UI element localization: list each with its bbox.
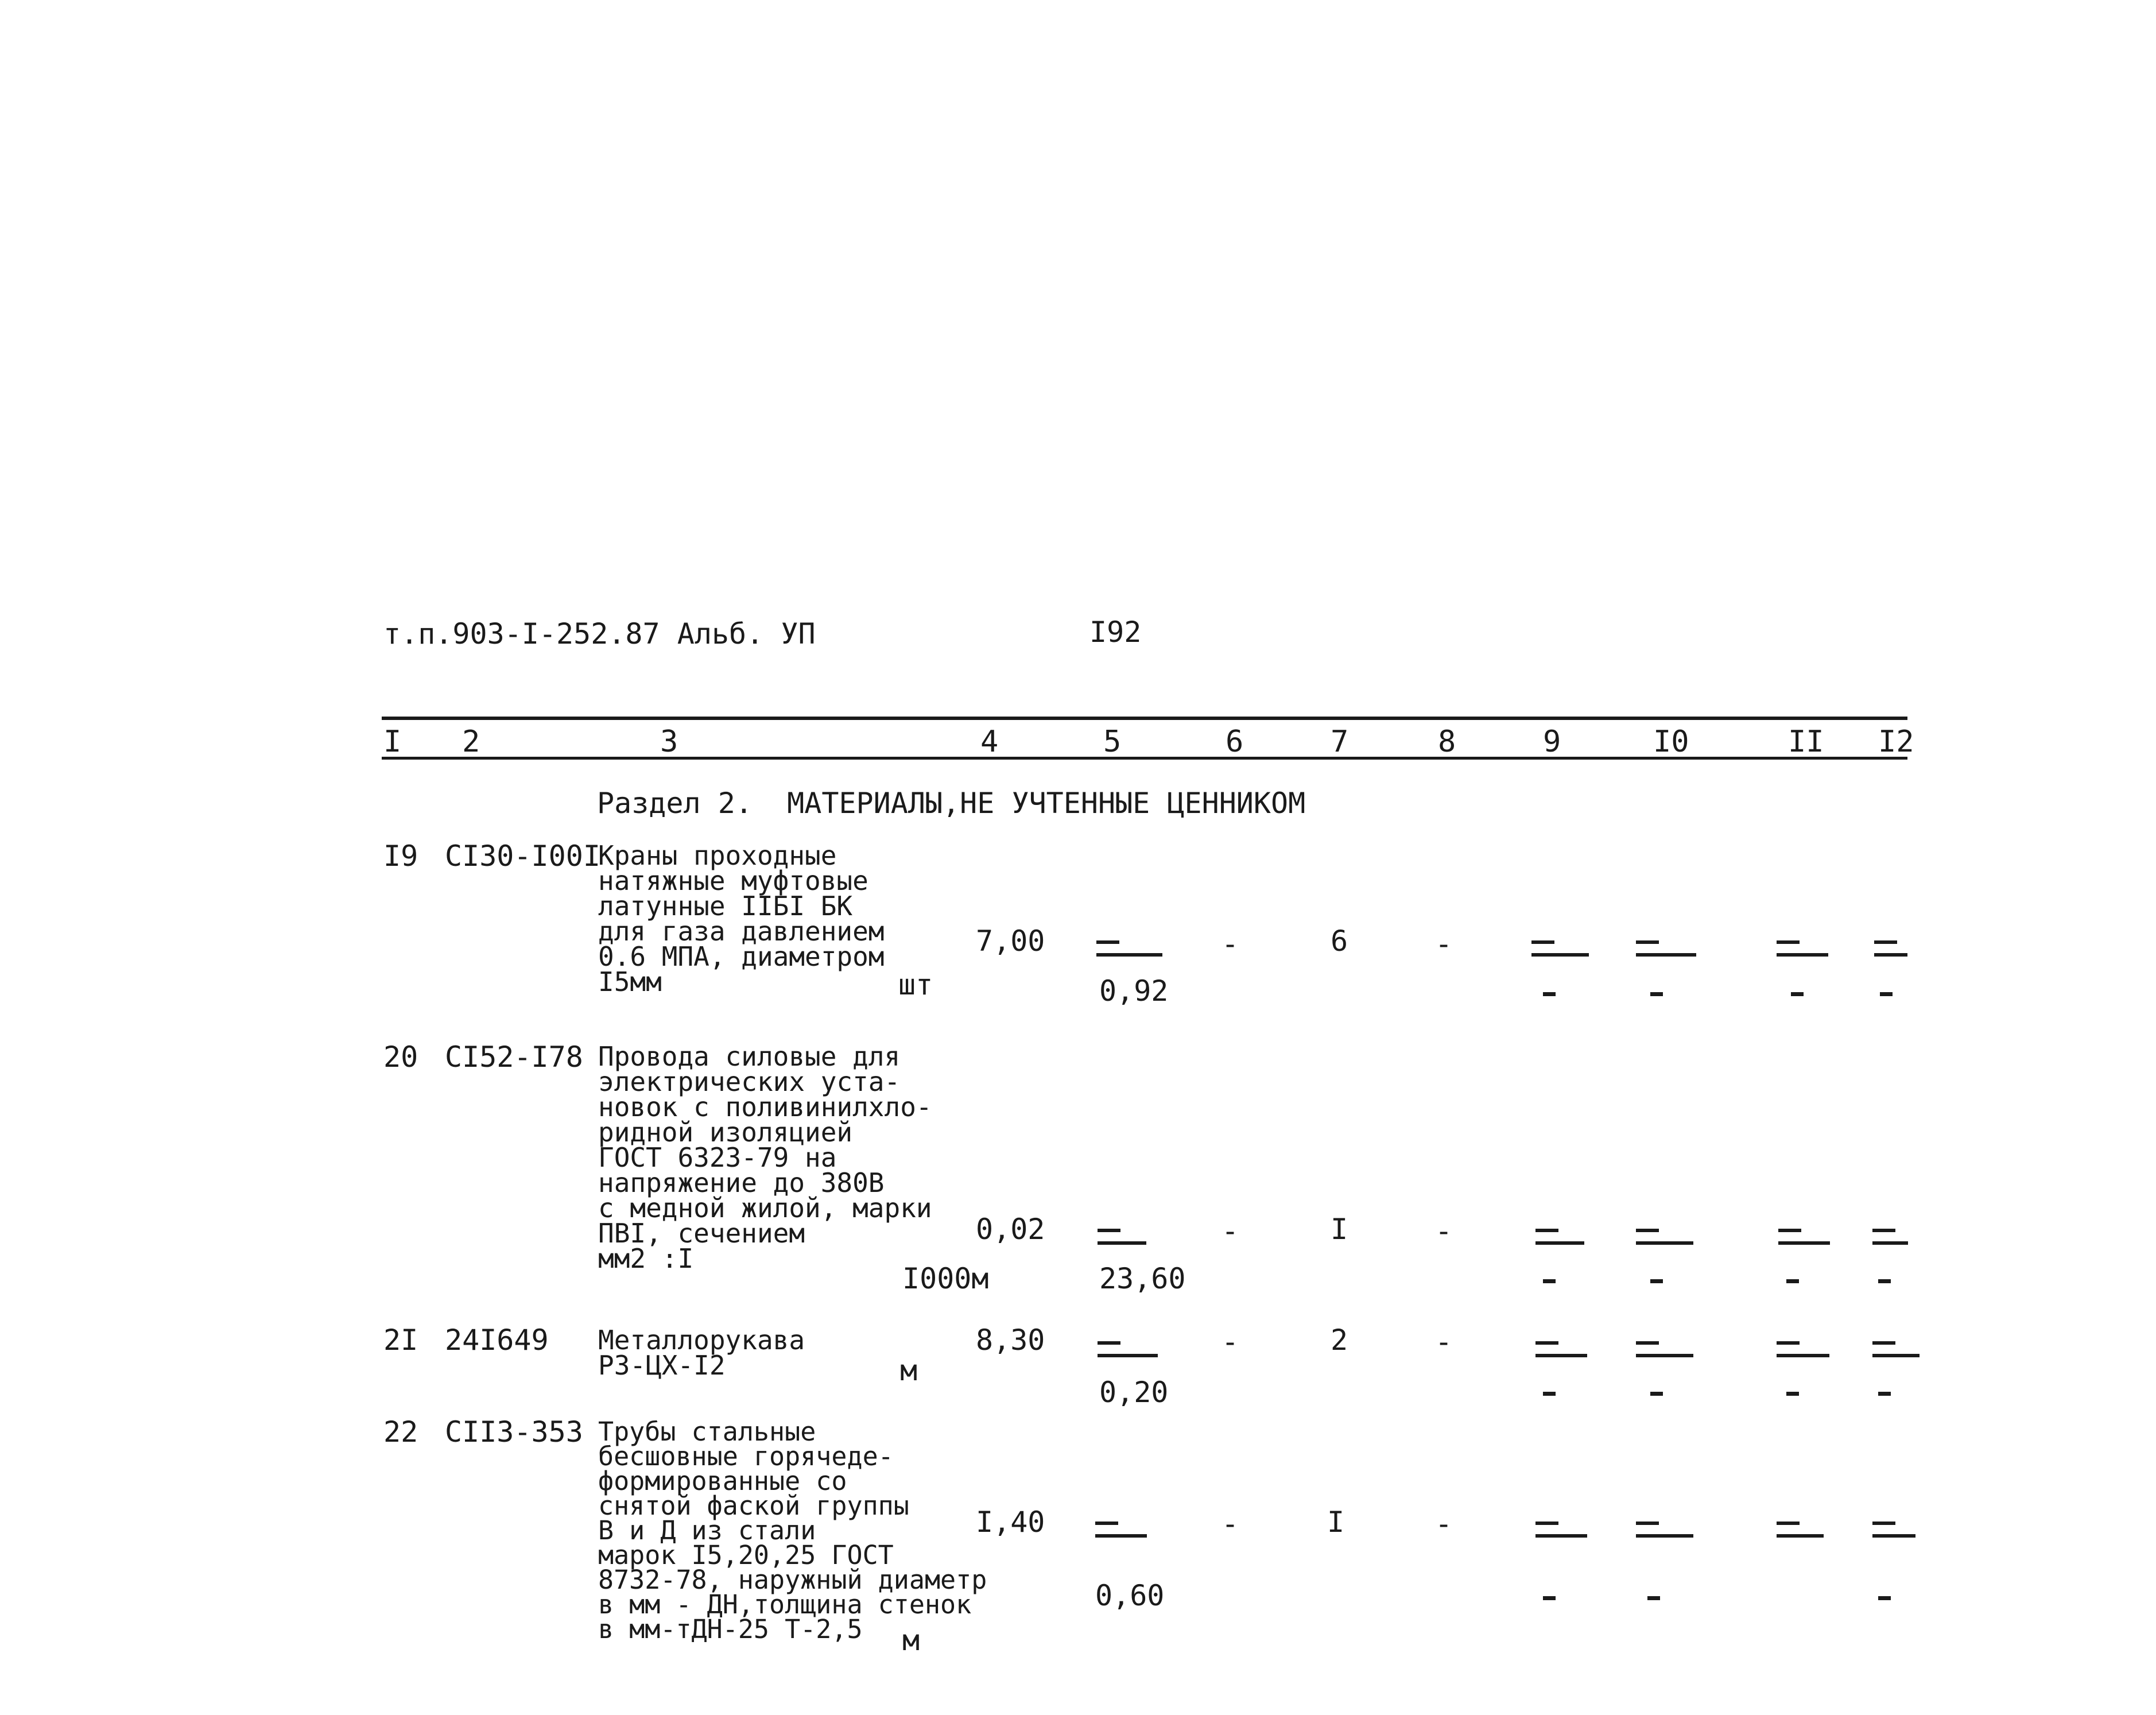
row-value-col5: 0,92: [1099, 974, 1169, 1008]
column-header-1: I: [383, 725, 402, 759]
column-header-10: I0: [1653, 725, 1689, 759]
row-value-col7: 2: [1331, 1323, 1348, 1357]
row-value-col8: -: [1435, 1325, 1453, 1358]
dash-col10: [1650, 1279, 1663, 1283]
row-value-col5: 0,20: [1099, 1376, 1169, 1409]
row-code: CI52-I78: [445, 1040, 583, 1074]
dash-col11: [1791, 992, 1804, 996]
column-header-3: 3: [660, 725, 678, 759]
table-top-rule: [382, 717, 1907, 720]
dash-col9: [1543, 1596, 1556, 1600]
column-header-5: 5: [1103, 725, 1122, 759]
row-value-col7: I: [1327, 1505, 1345, 1539]
row-description: Провода силовые для электрических уста- новок с поливинилхло- ридной изоляцией ГОСТ 6323-79 на напряжение до 380В с медной жилой, марки ПВI, сечением мм2 :I: [598, 1041, 932, 1274]
row-description: Трубы стальные бесшовные горячеде- формированные со снятой фаской группы В и Д из стали марок I5,20,25 ГОСТ 8732-78, наружный диаметр в мм - ДН,толщина стенок в мм-тДН-25 Т-2,5: [598, 1416, 987, 1644]
row-value-col6: -: [1222, 1214, 1239, 1248]
row-number: 2I: [383, 1323, 418, 1357]
row-code: 24I649: [445, 1323, 549, 1357]
column-header-9: 9: [1543, 725, 1561, 759]
row-value-col5: 0,60: [1095, 1579, 1165, 1612]
column-header-6: 6: [1226, 725, 1244, 759]
row-description: Металлорукава РЗ-ЦХ-I2: [598, 1325, 805, 1381]
row-description: Краны проходные натяжные муфтовые латунные IIБI БК для газа давлением 0.6 МПА, диаметром I5мм: [598, 840, 885, 997]
dash-col10: [1650, 1392, 1663, 1396]
section-title: Раздел 2. МАТЕРИАЛЫ,НЕ УЧТЕННЫЕ ЦЕННИКОМ: [597, 787, 1306, 820]
column-header-7: 7: [1331, 725, 1349, 759]
row-value-col6: -: [1222, 927, 1239, 961]
column-header-8: 8: [1438, 725, 1456, 759]
row-value-col4: 8,30: [976, 1323, 1045, 1357]
dash-col10: [1650, 992, 1663, 996]
row-value-col8: -: [1435, 1507, 1453, 1540]
row-value-col6: -: [1222, 1325, 1239, 1358]
row-value-col5: 23,60: [1099, 1262, 1186, 1295]
column-header-2: 2: [462, 725, 480, 759]
dash-col9: [1543, 992, 1556, 996]
row-value-col4: I,40: [976, 1505, 1045, 1539]
row-value-col4: 7,00: [976, 924, 1045, 958]
column-header-11: II: [1788, 725, 1824, 759]
column-header-12: I2: [1878, 725, 1914, 759]
row-unit: I000м: [902, 1262, 989, 1295]
row-value-col6: -: [1222, 1507, 1239, 1540]
row-value-col8: -: [1435, 1214, 1453, 1248]
row-unit: шт: [898, 968, 933, 1001]
dash-col12: [1878, 1392, 1891, 1396]
document-reference: т.п.903-I-252.87 Альб. УП: [383, 617, 816, 651]
row-unit: м: [902, 1624, 920, 1657]
row-number: 22: [383, 1415, 418, 1449]
row-code: CII3-353: [445, 1415, 583, 1449]
row-value-col7: I: [1331, 1213, 1348, 1246]
dash-col9: [1543, 1392, 1556, 1396]
dash-col12: [1880, 992, 1893, 996]
row-value-col8: -: [1435, 927, 1453, 961]
dash-col12: [1878, 1596, 1891, 1600]
row-number: 20: [383, 1040, 418, 1074]
row-value-col7: 6: [1331, 924, 1348, 958]
dash-col10: [1647, 1596, 1660, 1600]
row-code: CI30-I00I: [445, 839, 600, 873]
dash-col9: [1543, 1279, 1556, 1283]
dash-col11: [1786, 1279, 1799, 1283]
dash-col11: [1786, 1392, 1799, 1396]
page-number: I92: [1089, 615, 1142, 649]
row-unit: м: [900, 1354, 918, 1387]
row-number: I9: [383, 839, 418, 873]
dash-col12: [1878, 1279, 1891, 1283]
row-value-col4: 0,02: [976, 1213, 1045, 1246]
column-header-4: 4: [980, 725, 999, 759]
